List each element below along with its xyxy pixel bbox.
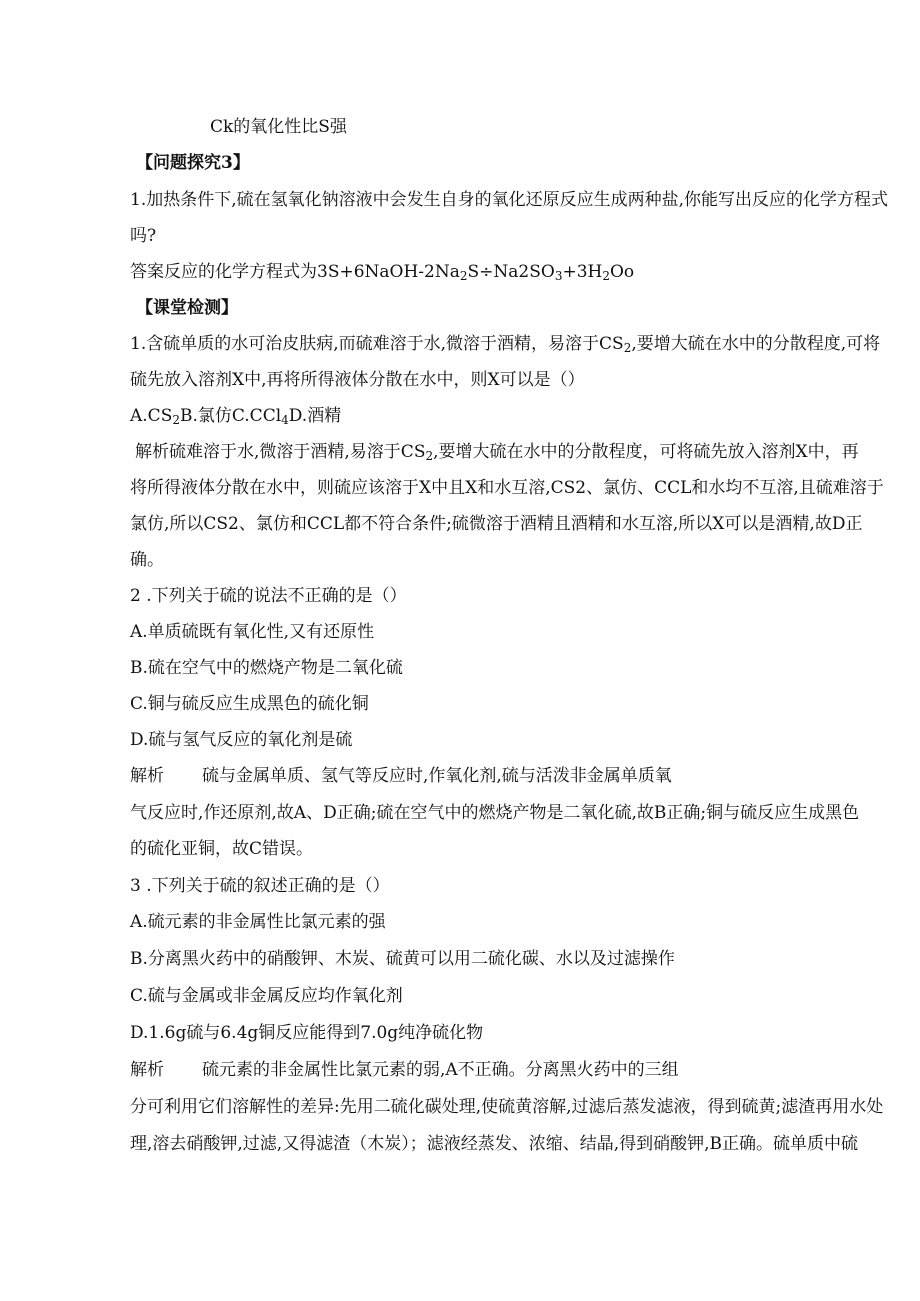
section-heading: 【课堂检测】	[136, 298, 238, 318]
explanation-text: 解析硫难溶于水,微溶于酒精,易溶于$CS_2$,要增大硫在水中的分散程度，可将硫先放入溶剂X中，再	[135, 442, 859, 463]
option-a: A.单质硫既有氧化性,又有还原性	[130, 622, 375, 642]
option-a: A.硫元素的非金属性比氯元素的强	[130, 912, 386, 932]
explanation-text: 气反应时,作还原剂,故A、D正确;硫在空气中的燃烧产物是二氧化硫,故B正确;铜与硫反应生成黑色	[130, 803, 860, 823]
explanation-text: 氯仿,所以CS2、氯仿和CCL都不符合条件;硫微溶于酒精且酒精和水互溶,所以X可以是酒精,故D正	[130, 514, 863, 534]
question-text: 硫先放入溶剂X中,再将所得液体分散在水中，则X可以是（）	[130, 370, 585, 390]
explanation-text: 分可利用它们溶解性的差异:先用二硫化碳处理,使硫黄溶解,过滤后蒸发滤液，得到硫黄;滤渣再用水处	[130, 1097, 884, 1117]
option-b: B.硫在空气中的燃烧产物是二氧化硫	[130, 658, 403, 678]
question-text: 吗?	[130, 226, 157, 246]
question-text: 2 .下列关于硫的说法不正确的是（）	[130, 586, 407, 606]
question-text: 3 .下列关于硫的叙述正确的是（）	[130, 876, 390, 896]
explanation-text: 的硫化亚铜，故C错误。	[130, 839, 314, 859]
question-text: 1.含硫单质的水可治皮肤病,而硫难溶于水,微溶于酒精，易溶于$CS_2$,要增大硫在水中的分散程度,可将	[130, 334, 881, 355]
explanation-text: 确。	[130, 550, 164, 570]
option-d: D.1.6g硫与6.4g铜反应能得到7.0g纯净硫化物	[130, 1023, 484, 1043]
answer-text: 答案反应的化学方程式为$3S+6NaOH-2Na_2S\div Na2SO_3+3H_2Oo$	[130, 262, 635, 283]
explanation-text: 解析 硫与金属单质、氢气等反应时,作氧化剂,硫与活泼非金属单质氧	[130, 766, 672, 786]
option-c: C.铜与硫反应生成黑色的硫化铜	[130, 694, 369, 714]
explanation-text: 将所得液体分散在水中，则硫应该溶于X中且X和水互溶,CS2、氯仿、CCL和水均不互溶,且硫难溶于	[130, 478, 884, 498]
option-c: C.硫与金属或非金属反应均作氧化剂	[130, 986, 403, 1006]
section-heading: 【问题探究3】	[136, 153, 250, 173]
answer-options: $A.CS_2B$.氯仿C.CCl$_4$D.酒精	[130, 406, 342, 427]
explanation-text: 解析 硫元素的非金属性比氯元素的弱,A不正确。分离黑火药中的三组	[130, 1060, 679, 1080]
question-text: 1.加热条件下,硫在氢氧化钠溶液中会发生自身的氧化还原反应生成两种盐,你能写出反应的化学方程式	[130, 190, 889, 210]
text-line: Ck的氧化性比S强	[210, 117, 347, 137]
option-d: D.硫与氢气反应的氧化剂是硫	[130, 730, 353, 750]
explanation-text: 理,溶去硝酸钾,过滤,又得滤渣（木炭）；滤液经蒸发、浓缩、结晶,得到硝酸钾,B正确。硫单质中硫	[130, 1134, 859, 1154]
option-b: B.分离黑火药中的硝酸钾、木炭、硫黄可以用二硫化碳、水以及过滤操作	[130, 949, 675, 969]
